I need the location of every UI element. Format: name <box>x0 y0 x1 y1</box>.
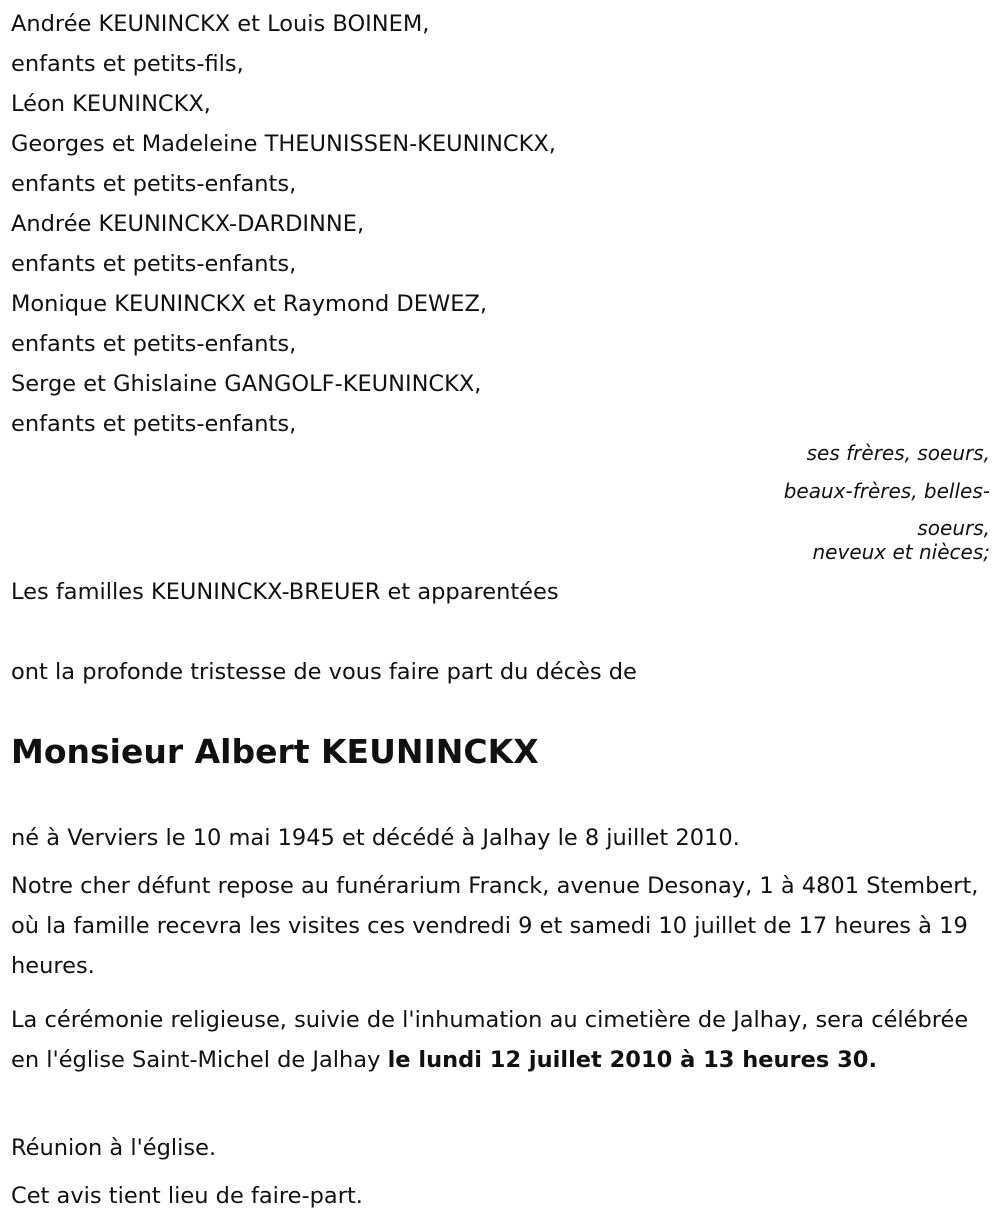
family-line: enfants et petits-enfants, <box>11 171 297 197</box>
ceremony-date: le lundi 12 juillet 2010 à 13 heures 30. <box>387 1047 877 1073</box>
family-line: Georges et Madeleine THEUNISSEN-KEUNINCKX, <box>11 131 556 157</box>
families-line: Les familles KEUNINCKX-BREUER et apparentées <box>11 579 559 605</box>
family-list <box>11 4 992 444</box>
relation-line: soeurs, <box>917 516 990 540</box>
relation-line: neveux et nièces; <box>812 540 990 564</box>
family-line: Léon KEUNINCKX, <box>11 91 211 117</box>
repose-info: Notre cher défunt repose au funérarium Franck, avenue Desonay, 1 à 4801 Stembert, où la famille recevra les visites ces vendredi 9 et samedi 10 juillet de 17 heures à 19 heures. <box>11 873 979 979</box>
relation-line: beaux-frères, belles- <box>783 479 990 503</box>
birth-death: né à Verviers le 10 mai 1945 et décédé à Jalhay le 8 juillet 2010. <box>11 825 740 851</box>
ceremony-info <box>11 1000 980 1080</box>
family-line: Monique KEUNINCKX et Raymond DEWEZ, <box>11 291 488 317</box>
family-line: enfants et petits-enfants, <box>11 411 297 437</box>
relations-block-2 <box>813 516 991 564</box>
announcement-line: ont la profonde tristesse de vous faire part du décès de <box>11 659 637 685</box>
relation-line: ses frères, soeurs, <box>806 441 990 465</box>
family-line: enfants et petits-enfants, <box>11 251 297 277</box>
notice-info: Cet avis tient lieu de faire-part. <box>11 1183 363 1209</box>
family-line: enfants et petits-fils, <box>11 51 244 77</box>
family-line: Andrée KEUNINCKX-DARDINNE, <box>11 211 365 237</box>
relations-block <box>784 434 990 510</box>
family-line: enfants et petits-enfants, <box>11 331 297 357</box>
family-line: Andrée KEUNINCKX et Louis BOINEM, <box>11 11 430 37</box>
family-line: Serge et Ghislaine GANGOLF-KEUNINCKX, <box>11 371 482 397</box>
deceased-name: Monsieur Albert KEUNINCKX <box>11 732 539 771</box>
ceremony-text: La cérémonie religieuse, suivie de l'inhumation au cimetière de Jalhay, sera célébrée en l'église Saint-Michel de Jalhay <box>11 1007 969 1073</box>
reunion-info: Réunion à l'église. <box>11 1135 217 1161</box>
